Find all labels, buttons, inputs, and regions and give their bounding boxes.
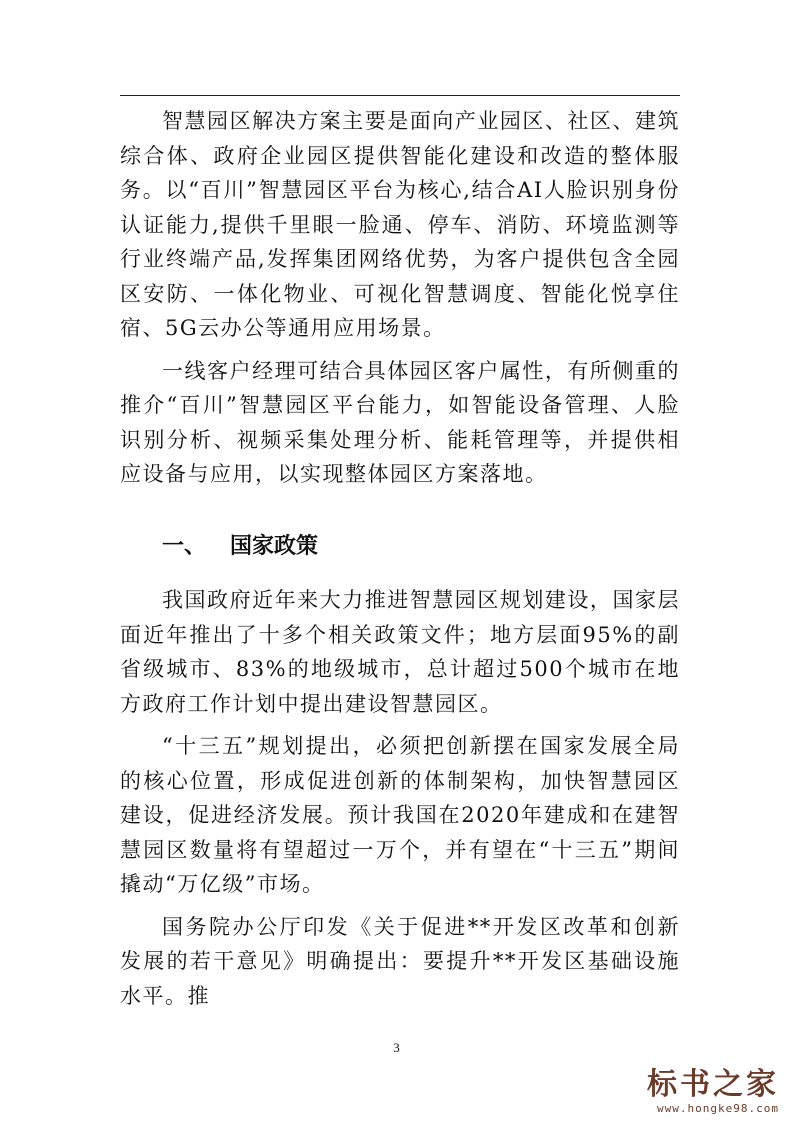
intro-paragraph-2: 一线客户经理可结合具体园区客户属性，有所侧重的推介“百川”智慧园区平台能力，如智能设备管理、人脸识别分析、视频采集处理分析、能耗管理等，并提供相应设备与应用，以实现整体园区方案落地。: [120, 358, 680, 486]
section-number: 一、: [162, 534, 207, 559]
page-number: 3: [393, 1040, 400, 1055]
intro-section: [120, 104, 680, 500]
watermark-url: www.hongke98.com: [657, 1102, 779, 1115]
policy-paragraph-3: 国务院办公厅印发《关于促进**开发区改革和创新发展的若干意见》明确提出：要提升**开发区基础设施水平。推: [120, 914, 680, 1008]
policy-section: [120, 583, 680, 1021]
watermark: [619, 1068, 779, 1116]
section-title: 国家政策: [230, 534, 319, 559]
watermark-logo: 标书之家: [647, 1067, 779, 1102]
header-rule: [120, 95, 680, 96]
intro-paragraph-1: 智慧园区解决方案主要是面向产业园区、社区、建筑综合体、政府企业园区提供智能化建设和改造的整体服务。以“百川”智慧园区平台为核心,结合AI人脸识别身份认证能力,提供千里眼一脸通、停车、消防、环境监测等行业终端产品,发挥集团网络优势，为客户提供包含全园区安防、一体化物业、可视化智慧调度、智能化悦享住宿、5G云办公等通用应用场景。: [120, 109, 680, 340]
section-heading: [162, 532, 318, 562]
policy-paragraph-2: “十三五”规划提出，必须把创新摆在国家发展全局的核心位置，形成促进创新的体制架构，加快智慧园区建设，促进经济发展。预计我国在2020年建成和在建智慧园区数量将有望超过一万个，并有望在“十三五”期间撬动“万亿级”市场。: [120, 734, 680, 896]
policy-paragraph-1: 我国政府近年来大力推进智慧园区规划建设，国家层面近年推出了十多个相关政策文件；地方层面95%的副省级城市、83%的地级城市，总计超过500个城市在地方政府工作计划中提出建设智慧园区。: [120, 588, 680, 716]
